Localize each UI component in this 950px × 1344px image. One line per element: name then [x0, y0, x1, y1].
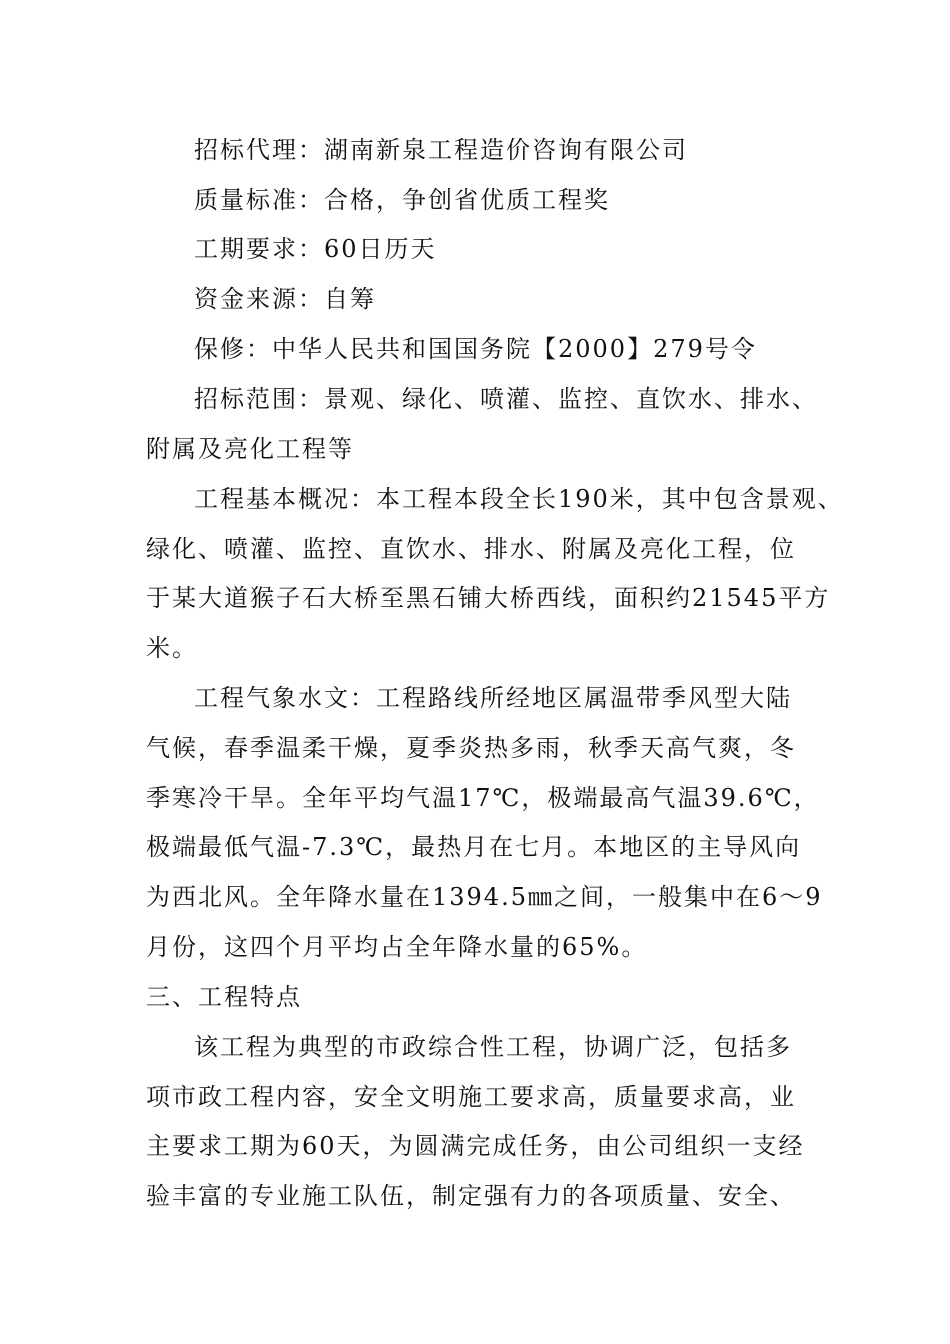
climate-hydrology-line: 工程气象水文：工程路线所经地区属温带季风型大陆 — [194, 684, 792, 712]
project-overview-line-3: 于某大道猴子石大桥至黑石铺大桥西线，面积约21545平方 — [146, 584, 831, 612]
quality-standard-line: 质量标准：合格，争创省优质工程奖 — [194, 186, 610, 214]
project-features-line-3: 主要求工期为60天，为圆满完成任务，由公司组织一支经 — [146, 1132, 805, 1160]
section-heading-project-features: 三、工程特点 — [146, 983, 302, 1011]
bid-agent-line: 招标代理：湖南新泉工程造价咨询有限公司 — [194, 136, 688, 164]
project-overview-line: 工程基本概况：本工程本段全长190米，其中包含景观、 — [194, 485, 844, 513]
climate-hydrology-line-3: 季寒冷干旱。全年平均气温17℃，极端最高气温39.6℃， — [146, 784, 820, 812]
project-overview-line-2: 绿化、喷灌、监控、直饮水、排水、附属及亮化工程，位 — [146, 535, 796, 563]
project-features-line: 该工程为典型的市政综合性工程，协调广泛，包括多 — [194, 1033, 792, 1061]
bid-scope-line-continued: 附属及亮化工程等 — [146, 435, 354, 463]
climate-hydrology-line-4: 极端最低气温-7.3℃，最热月在七月。本地区的主导风向 — [146, 833, 802, 861]
project-features-line-4: 验丰富的专业施工队伍，制定强有力的各项质量、安全、 — [146, 1182, 796, 1210]
funding-source-line: 资金来源：自筹 — [194, 285, 376, 313]
climate-hydrology-line-6: 月份，这四个月平均占全年降水量的65%。 — [146, 933, 648, 961]
climate-hydrology-line-2: 气候，春季温柔干燥，夏季炎热多雨，秋季天高气爽，冬 — [146, 734, 796, 762]
schedule-requirement-line: 工期要求：60日历天 — [194, 235, 437, 263]
bid-scope-line: 招标范围：景观、绿化、喷灌、监控、直饮水、排水、 — [194, 385, 818, 413]
warranty-line: 保修：中华人民共和国国务院【2000】279号令 — [194, 335, 757, 363]
project-overview-line-4: 米。 — [146, 634, 198, 662]
climate-hydrology-line-5: 为西北风。全年降水量在1394.5㎜之间，一般集中在6～9 — [146, 883, 823, 911]
project-features-line-2: 项市政工程内容，安全文明施工要求高，质量要求高，业 — [146, 1083, 796, 1111]
